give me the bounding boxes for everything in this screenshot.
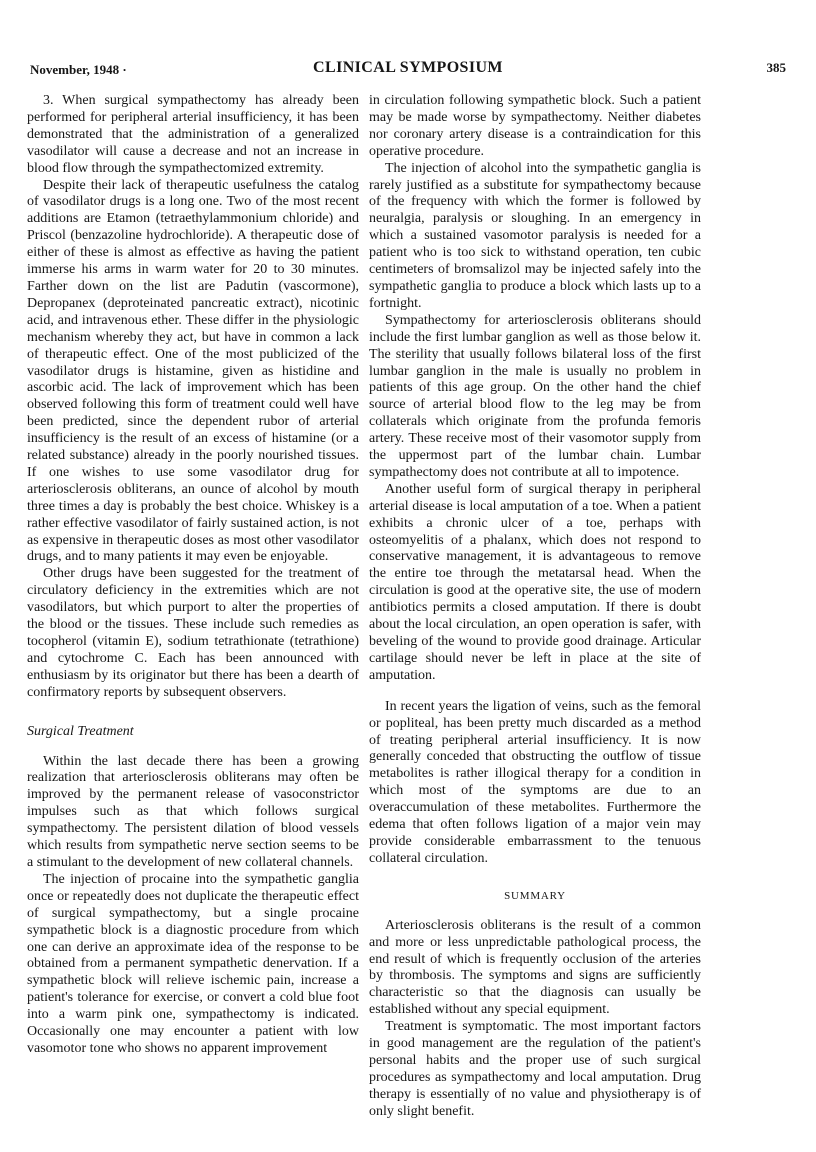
left-column: [27, 93, 359, 1058]
running-header: [0, 0, 816, 90]
paragraph: in circulation following sympathetic block. Such a patient may be made worse by sympathectomy. Neither diabetes nor coronary artery disease is a contraindication for this operative procedure.: [369, 93, 701, 159]
paragraph: Treatment is symptomatic. The most important factors in good management are the regulation of the patient's personal habits and the proper use of such surgical procedures as sympathectomy and local amputation. Drug therapy is essentially of no value and physiotherapy is of only slight benefit.: [369, 1019, 701, 1119]
page-number: 385: [766, 60, 786, 75]
section-heading-summary: SUMMARY: [504, 889, 566, 902]
paragraph: The injection of alcohol into the sympathetic ganglia is rarely justified as a substitute for sympathectomy because of the frequency with which the former is followed by neuralgia, paralysis or sloughing. In an emergency in which a sustained vasomotor paralysis is needed for a patient who is too sick to withstand operation, ten cubic centimeters of bromsalizol may be injected safely into the sympathetic ganglia to produce a block which lasts up to a fortnight.: [369, 160, 701, 311]
paragraph: Another useful form of surgical therapy in peripheral arterial disease is local amputation of a toe. When a patient exhibits a chronic ulcer of a toe, perhaps with osteomyelitis of a phalanx, which does not respond to conservative management, it is advantageous to remove the entire toe through the metatarsal head. When the circulation is good at the operative site, the use of modern antibiotics permits a closed amputation. If there is doubt about the local circulation, an open operation is safer, with beveling of the wound to provide good drainage. Articular cartilage should never be left in place at the site of amputation.: [369, 481, 701, 683]
section-heading-surgical-treatment: Surgical Treatment: [27, 723, 134, 739]
journal-title: CLINICAL SYMPOSIUM: [313, 59, 503, 76]
paragraph: The injection of procaine into the sympathetic ganglia once or repeatedly does not duplicate the therapeutic effect of surgical sympathectomy, but a single procaine sympathetic block is a diagnostic procedure from which one can derive an approximate idea of the response to be obtained from a permanent sympathetic denervation. If a sympathetic block will relieve ischemic pain, increase a patient's tolerance for exercise, or convert a cold blue foot into a warm pink one, sympathectomy is indicated. Occasionally one may encounter a patient with low vasomotor tone who shows no apparent improvement: [27, 871, 359, 1056]
right-column: [369, 93, 701, 1121]
paragraph: Within the last decade there has been a growing realization that arteriosclerosis obliterans may often be improved by the permanent release of vasoconstrictor impulses such as that which follows surgical sympathectomy. The persistent dilation of blood vessels which results from sympathetic nerve section seems to be a stimulant to the development of new collateral channels.: [27, 753, 359, 870]
paragraph: Despite their lack of therapeutic usefulness the catalog of vasodilator drugs is a long one. Two of the most recent additions are Etamon (tetraethylammonium chloride) and Priscol (benzazoline hydrochloride). A therapeutic dose of either of these is almost as effective as having the patient immerse his arms in warm water for 20 to 30 minutes. Farther down on the list are Padutin (vascormone), Depropanex (deproteinated pancreatic extract), nicotinic acid, and intravenous ether. These differ in the physiologic mechanism whereby they act, but have in common a lack of therapeutic effect. One of the most publicized of the vasodilator drugs is histamine, given as histidine and ascorbic acid. The lack of improvement which has been observed following this form of treatment could well have been predicted, since the dependent rubor of arterial insufficiency is the result of an excess of histamine (or a related substance) already in the poorly nourished tissues. If one wishes to use some vasodilator drug for arteriosclerosis obliterans, an ounce of alcohol by mouth three times a day is probably the best choice. Whiskey is a rather effective vasodilator of fairly sustained action, is not as expensive in therapeutic doses as most other vasodilator drugs, and to many patients it may even be enjoyable.: [27, 177, 359, 565]
paragraph: 3. When surgical sympathectomy has already been performed for peripheral arterial insufficiency, it has been demonstrated that the administration of a generalized vasodilator will cause a decrease and not an increase in blood flow through the sympathectomized extremity.: [27, 93, 359, 176]
paragraph: Arteriosclerosis obliterans is the result of a common and more or less unpredictable pathological process, the end result of which is frequently occlusion of the arteries by thrombosis. The symptoms and signs are sufficiently characteristic so that the diagnosis can usually be established without any special equipment.: [369, 917, 701, 1018]
paragraph: In recent years the ligation of veins, such as the femoral or popliteal, has been pretty much discarded as a method of treating peripheral arterial insufficiency. It is now generally conceded that obstructing the outflow of tissue metabolites is rather illogical therapy for a condition in which most of the symptoms are due to an overaccumulation of these metabolites. Furthermore the edema that often follows ligation of a major vein may provide considerable embarrassment to the tenuous collateral circulation.: [369, 698, 701, 866]
stray-mark: ·: [122, 62, 127, 77]
paragraph: Sympathectomy for arteriosclerosis obliterans should include the first lumbar ganglion as well as those below it. The sterility that usually follows bilateral loss of the first lumbar ganglion in the male is usually no problem in patients of this age group. On the other hand the chief source of arterial blood flow to the leg may be from collaterals which originate from the profunda femoris artery. These receive most of their vasomotor supply from the uppermost part of the lumbar chain. Lumbar sympathectomy does not contribute at all to impotence.: [369, 312, 701, 480]
paragraph: Other drugs have been suggested for the treatment of circulatory deficiency in the extremities which are not vasodilators, but which purport to alter the properties of the blood or the tissues. These include such remedies as tocopherol (vitamin E), sodium tetrathionate (tetrathione) and cytochrome C. Each has been announced with enthusiasm by its originator but there has been a dearth of confirmatory reports by subsequent observers.: [27, 566, 359, 700]
issue-date: November, 1948 ·: [30, 62, 127, 77]
